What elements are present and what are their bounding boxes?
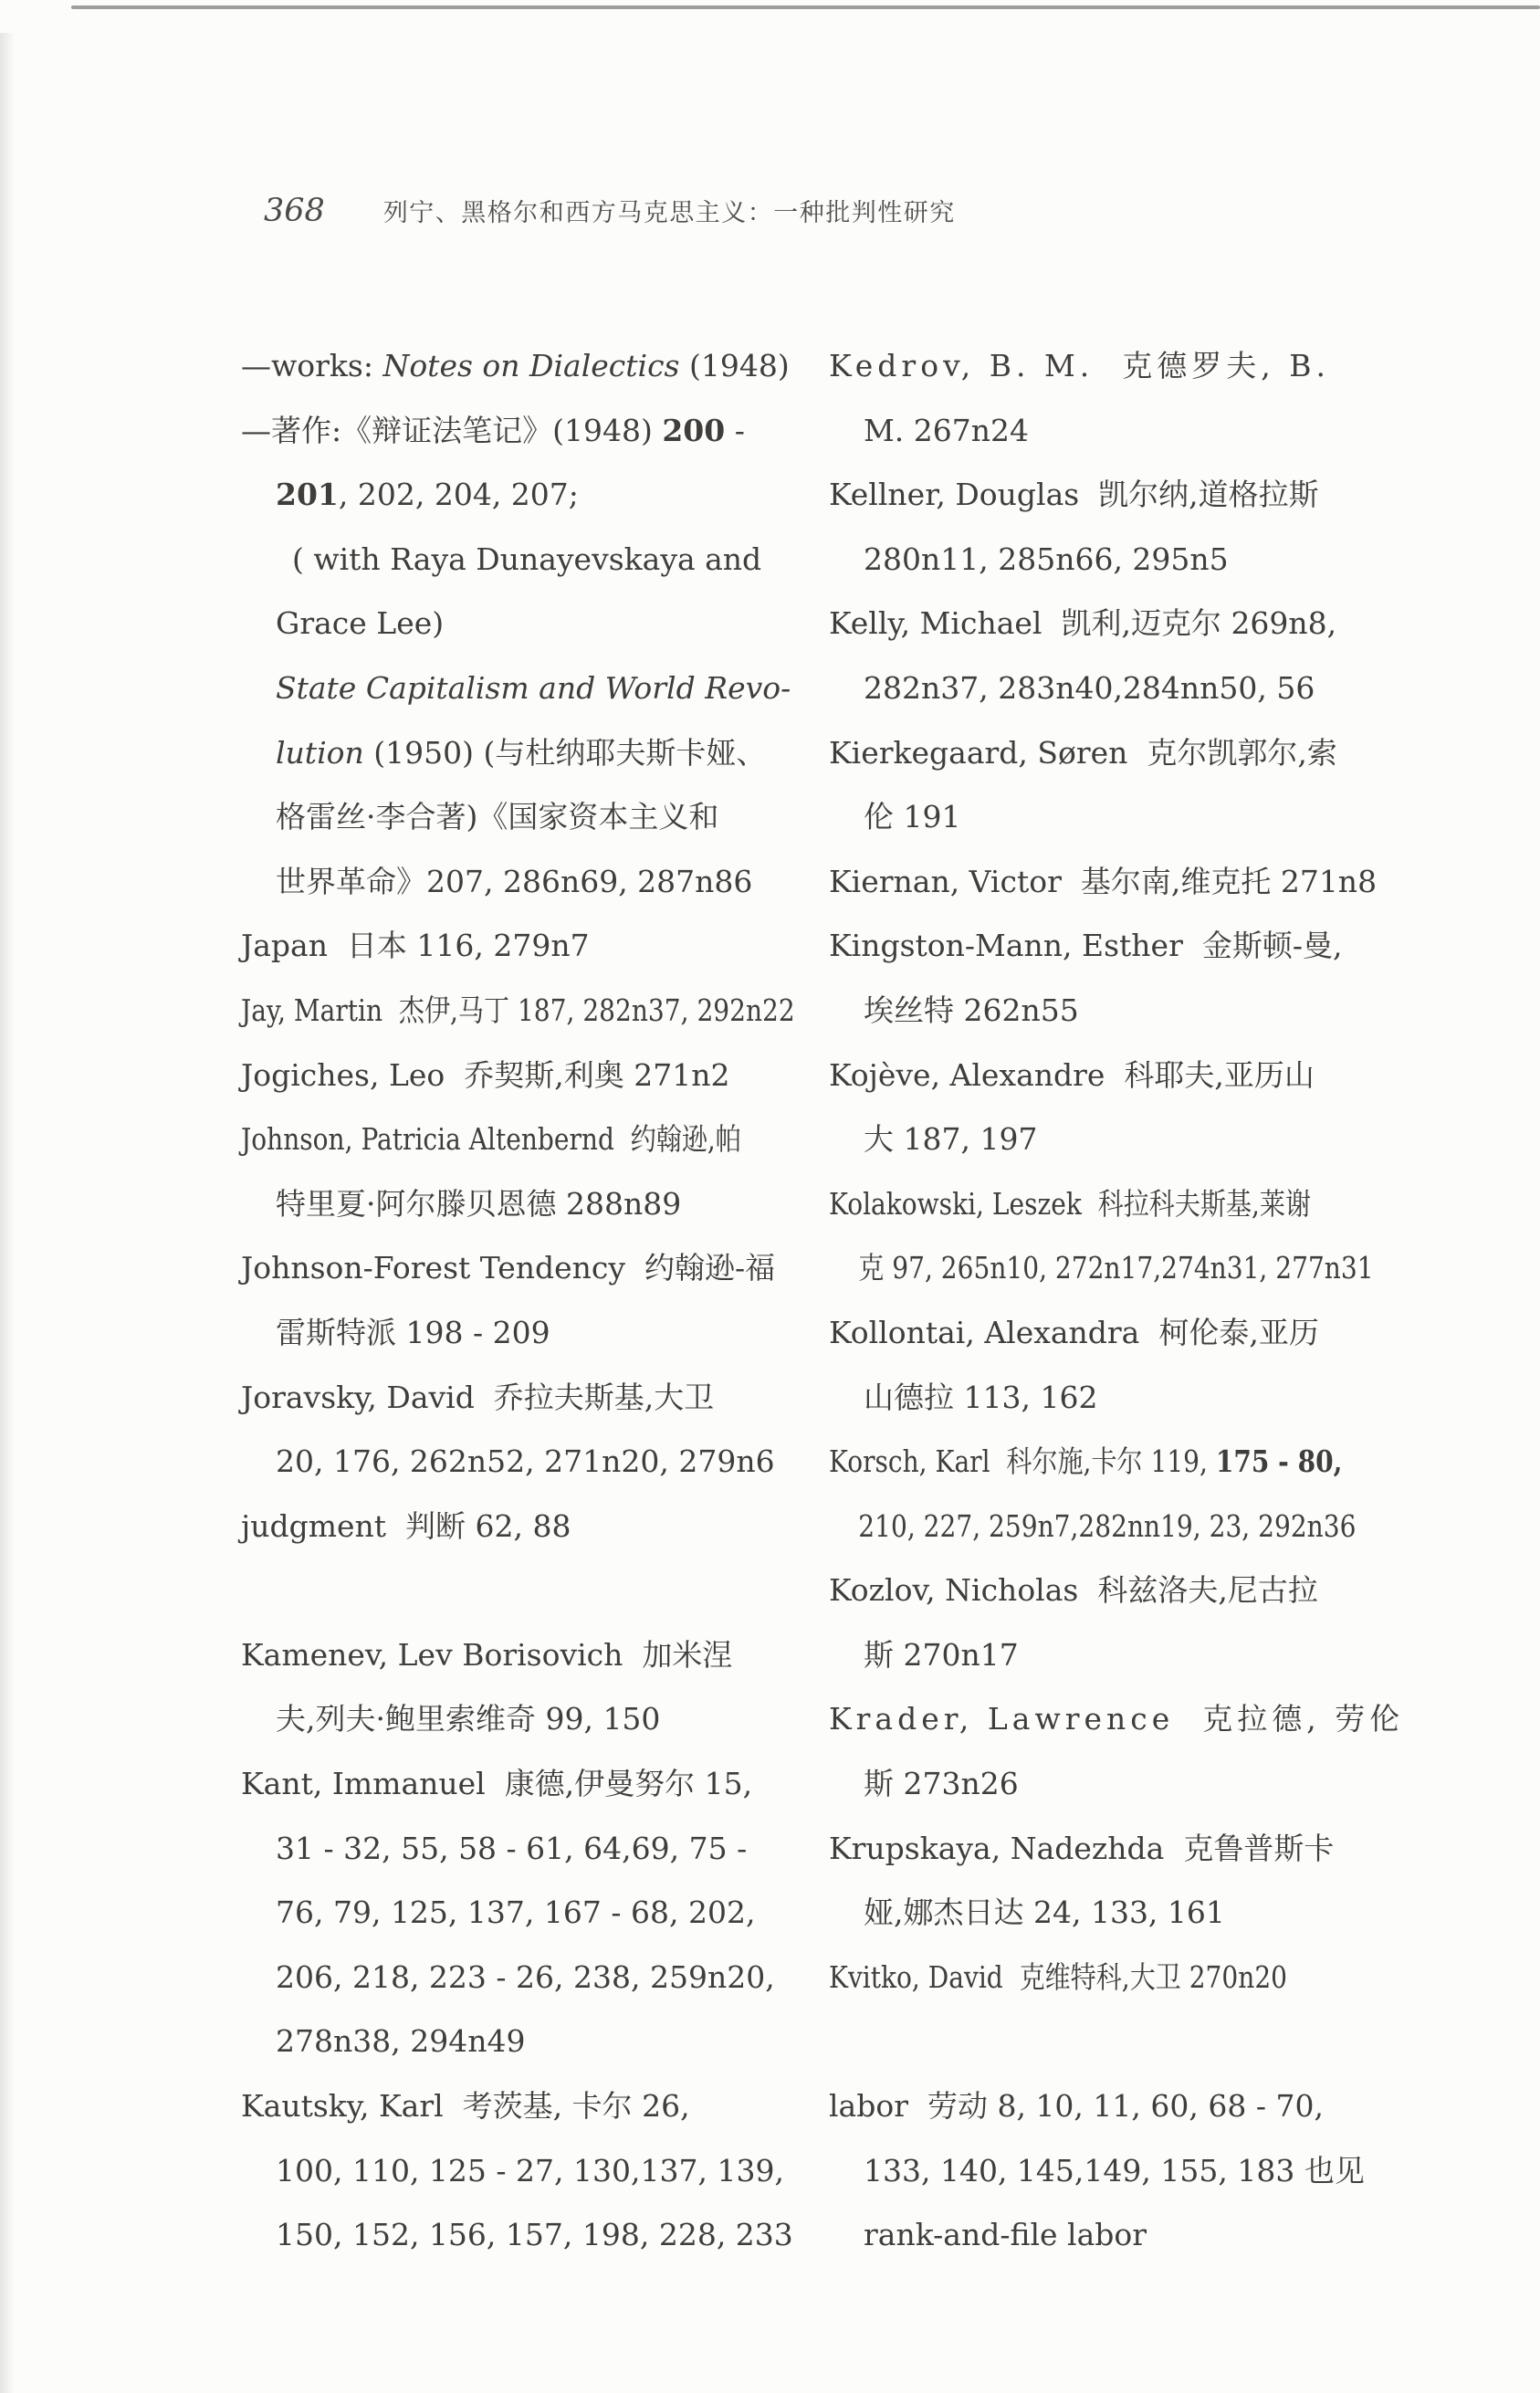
index-text: Kelly, Michael 凯利,迈克尔 269n8,: [829, 605, 1337, 642]
index-text: 100, 110, 125 - 27, 130,137, 139,: [276, 2152, 784, 2188]
index-text: Kolakowski, Leszek 科拉科夫斯基,莱谢: [829, 1185, 1312, 1222]
index-text: 278n38, 294n49: [276, 2023, 526, 2060]
running-header: [264, 195, 956, 227]
index-text: 20, 176, 262n52, 271n20, 279n6: [276, 1443, 775, 1480]
index-line: [241, 334, 790, 399]
index-line: [829, 463, 1422, 528]
index-text: Kingston-Mann, Esther 金斯顿-曼,: [829, 928, 1343, 964]
index-text: 76, 79, 125, 137, 167 - 68, 202,: [276, 1894, 756, 1931]
index-column-left: [241, 334, 795, 2268]
index-line: [829, 1107, 1422, 1172]
index-line: [241, 2203, 793, 2268]
index-line: [829, 1559, 1422, 1623]
index-line: [241, 2139, 784, 2204]
index-line: [241, 1752, 781, 1817]
index-text: Kierkegaard, Søren 克尔凯郭尔,索: [829, 734, 1337, 771]
index-text: 133, 140, 145,149, 155, 183 也见: [864, 2152, 1365, 2188]
index-text-italic: Notes on Dialectics: [382, 348, 680, 383]
index-line: [829, 850, 1422, 915]
index-line: [241, 1687, 781, 1752]
index-line: [241, 592, 781, 656]
index-text: 伦 191: [864, 799, 961, 835]
index-text: 282n37, 283n40,284nn50, 56: [864, 669, 1315, 706]
index-line: [241, 785, 781, 850]
index-text: (1948): [679, 348, 790, 383]
index-line: [241, 979, 795, 1044]
index-line: [829, 979, 1422, 1044]
index-line: [241, 2074, 781, 2139]
index-line: [829, 2139, 1422, 2204]
scan-top-edge: [71, 5, 1540, 9]
index-line: [241, 1172, 781, 1237]
index-line: [829, 656, 1422, 721]
index-line: [829, 1172, 1334, 1237]
index-line: [829, 1495, 1357, 1559]
index-line: [241, 2010, 781, 2074]
index-text: 斯 273n26: [864, 1766, 1019, 1802]
scan-left-edge: [0, 33, 15, 2393]
index-column-right: [829, 334, 1422, 2268]
index-text: 克 97, 265n10, 272n17,274n31, 277n31: [858, 1250, 1374, 1286]
index-text-bold: 200: [662, 412, 726, 448]
index-line: [241, 1881, 781, 1946]
index-text: Johnson-Forest Tendency 约翰逊-福: [241, 1250, 776, 1286]
index-line: [241, 1623, 781, 1688]
index-text: (1950) (与杜纳耶夫斯卡娅、: [363, 734, 767, 771]
index-line: [241, 850, 781, 915]
index-text: Krader, Lawrence 克拉德, 劳伦: [829, 1701, 1405, 1737]
index-text: 280n11, 285n66, 295n5: [864, 541, 1229, 577]
index-text: —works:: [241, 348, 383, 383]
index-line: [241, 1044, 781, 1108]
index-text: Kant, Immanuel 康德,伊曼努尔 15,: [241, 1766, 753, 1802]
index-line: [241, 1817, 781, 1882]
index-text: 206, 218, 223 - 26, 238, 259n20,: [276, 1958, 775, 1995]
index-text: Joravsky, David 乔拉夫斯基,大卫: [241, 1379, 715, 1415]
index-text: Grace Lee): [276, 605, 445, 642]
index-line: [829, 1817, 1422, 1882]
index-text: 210, 227, 259n7,282nn19, 23, 292n36: [858, 1507, 1357, 1544]
index-line: [829, 1946, 1334, 2010]
index-line: [829, 1881, 1422, 1946]
index-text: Japan 日本 116, 279n7: [241, 928, 590, 964]
index-text: -: [725, 412, 745, 448]
index-line: [829, 1044, 1422, 1108]
index-line: [829, 1623, 1422, 1688]
index-text-bold: 201: [276, 477, 339, 513]
index-text: 雷斯特派 198 - 209: [276, 1314, 550, 1350]
index-line: [829, 592, 1422, 656]
index-line: [241, 1366, 781, 1431]
index-text: M. 267n24: [864, 412, 1030, 448]
index-text: 大 187, 197: [864, 1121, 1038, 1158]
index-line: [241, 463, 781, 528]
index-text: Johnson, Patricia Altenbernd 约翰逊,帕: [241, 1121, 741, 1158]
index-line: [829, 1752, 1422, 1817]
index-line: [829, 1236, 1374, 1301]
index-text: Kvitko, David 克维特科,大卫 270n20: [829, 1958, 1288, 1995]
index-text: 150, 152, 156, 157, 198, 228, 233: [276, 2217, 793, 2253]
index-line: [829, 2203, 1422, 2268]
index-text: 特里夏·阿尔滕贝恩德 288n89: [276, 1185, 682, 1222]
index-line: [829, 1430, 1343, 1495]
index-text: Kedrov, B. M. 克德罗夫, B.: [829, 348, 1330, 383]
index-line: [241, 914, 781, 979]
index-text: , 202, 204, 207;: [338, 477, 579, 513]
index-text: 埃丝特 262n55: [864, 992, 1079, 1028]
index-line: [241, 1301, 781, 1366]
index-text: Kiernan, Victor 基尔南,维克托 271n8: [829, 863, 1378, 899]
index-text: Kellner, Douglas 凯尔纳,道格拉斯: [829, 477, 1319, 513]
index-text: 夫,列夫·鲍里索维奇 99, 150: [276, 1701, 661, 1737]
index-line: [241, 656, 791, 721]
index-line: [829, 785, 1422, 850]
index-text: judgment 判断 62, 88: [241, 1507, 571, 1544]
page-number: 368: [264, 193, 325, 229]
index-text: 娅,娜杰日达 24, 133, 161: [864, 1894, 1225, 1931]
index-text: ( with Raya Dunayevskaya and: [292, 541, 762, 577]
index-line: [829, 1366, 1422, 1431]
index-line: [241, 1430, 781, 1495]
index-text: Kollontai, Alexandra 柯伦泰,亚历: [829, 1314, 1319, 1350]
index-text: 斯 270n17: [864, 1636, 1019, 1673]
index-text: 31 - 32, 55, 58 - 61, 64,69, 75 -: [276, 1830, 748, 1866]
index-text: Jay, Martin 杰伊,马丁 187, 282n37, 292n22: [241, 992, 795, 1028]
index-text-italic: State Capitalism and World Revo-: [276, 669, 791, 706]
index-line: [829, 914, 1422, 979]
index-text: —著作:《辩证法笔记》(1948): [241, 412, 663, 448]
index-line: [829, 2074, 1422, 2139]
index-line: [829, 528, 1422, 593]
index-text: Krupskaya, Nadezhda 克鲁普斯卡: [829, 1830, 1335, 1866]
index-text: 世界革命》207, 286n69, 287n86: [276, 863, 753, 899]
index-text: Jogiches, Leo 乔契斯,利奥 271n2: [241, 1056, 730, 1093]
index-line: [829, 1687, 1422, 1752]
index-text: Kojève, Alexandre 科耶夫,亚历山: [829, 1056, 1315, 1093]
index-line: [241, 1946, 781, 2010]
index-line: [241, 528, 781, 593]
index-line: [241, 1236, 781, 1301]
index-line: [241, 1495, 781, 1559]
index-text: rank-and-file labor: [864, 2217, 1147, 2253]
index-line: [241, 721, 781, 786]
index-text: 格雷丝·李合著)《国家资本主义和: [276, 799, 719, 835]
index-text: Kamenev, Lev Borisovich 加米涅: [241, 1636, 733, 1673]
index-text-italic: lution: [276, 734, 364, 771]
index-line: [241, 399, 781, 464]
index-line: [829, 399, 1422, 464]
book-title: 列宁、黑格尔和西方马克思主义：一种批判性研究: [382, 198, 956, 227]
index-line: [829, 334, 1422, 399]
index-line: [829, 721, 1422, 786]
index-line: [241, 1107, 741, 1172]
index-text: labor 劳动 8, 10, 11, 60, 68 - 70,: [829, 2088, 1324, 2125]
index-text: Kozlov, Nicholas 科兹洛夫,尼古拉: [829, 1572, 1318, 1609]
index-text: 山德拉 113, 162: [864, 1379, 1098, 1415]
index-text-bold: 175 - 80,: [1215, 1443, 1343, 1480]
index-text: Korsch, Karl 科尔施,卡尔 119,: [829, 1443, 1216, 1480]
index-line: [829, 1301, 1422, 1366]
index-text: Kautsky, Karl 考茨基, 卡尔 26,: [241, 2088, 690, 2125]
